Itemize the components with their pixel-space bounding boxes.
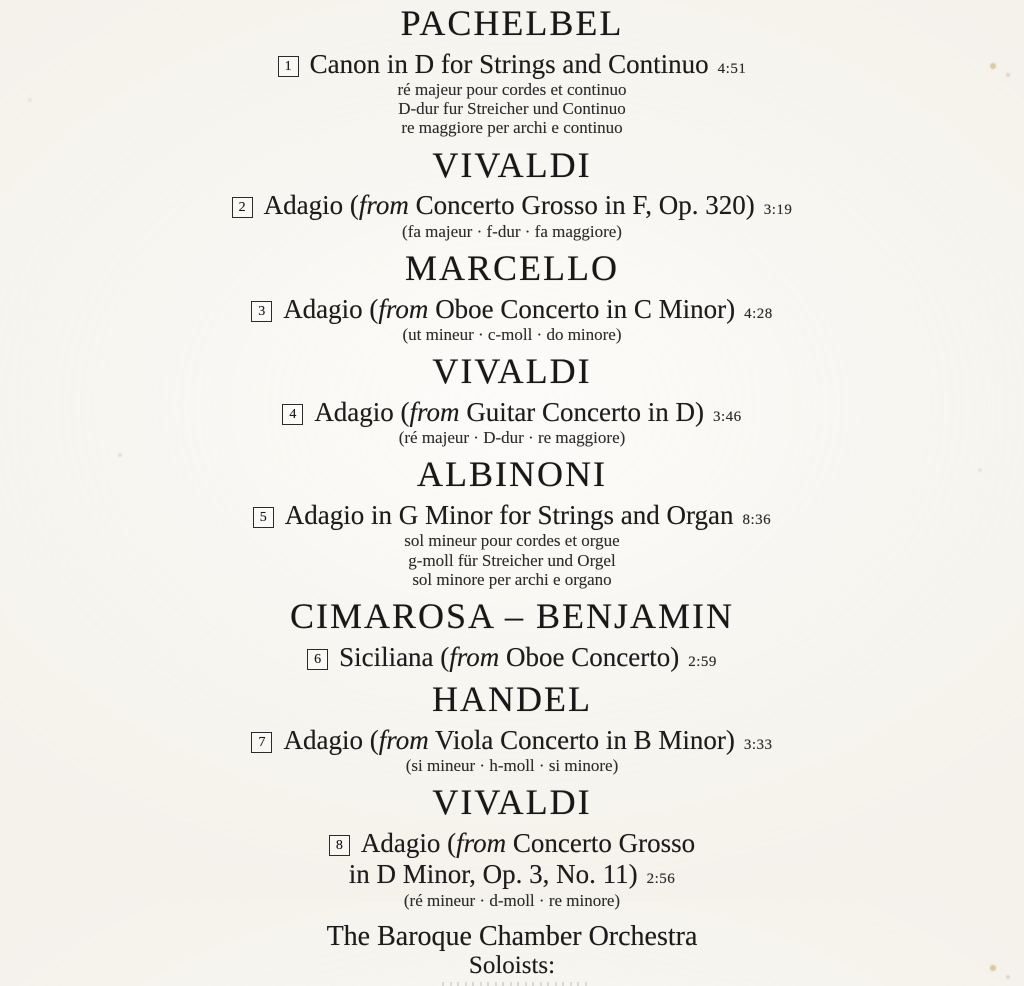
track-number-box: 7 — [251, 732, 272, 753]
composer-section — [0, 144, 1024, 241]
track-number-box: 8 — [329, 835, 350, 856]
title-translation: sol minore per archi e organo — [412, 569, 612, 589]
composer-heading: HANDEL — [432, 679, 592, 720]
composer-section — [0, 784, 1024, 909]
orchestra-name: The Baroque Chamber Orchestra — [326, 920, 698, 952]
track-entry — [0, 642, 1024, 672]
track-duration: 3:19 — [763, 202, 793, 219]
composer-heading: VIVALDI — [432, 782, 592, 823]
track-number-box: 2 — [232, 197, 253, 218]
track-title-line — [0, 828, 1024, 858]
track-title-text: from — [409, 396, 460, 427]
title-translation: D-dur fur Streicher und Continuo — [398, 99, 626, 119]
track-title-text: Adagio ( — [360, 828, 457, 859]
track-entry — [0, 725, 1024, 775]
track-title-text: Concerto Grosso in F, Op. 320) — [408, 190, 755, 221]
track-title-line — [0, 500, 1024, 530]
track-title-text: from — [378, 293, 429, 324]
track-title-text: Guitar Concerto in D) — [459, 396, 704, 427]
composer-heading: ALBINONI — [417, 454, 607, 495]
title-translation: (ré mineur · d-moll · re minore) — [403, 890, 621, 910]
title-translation: (ré majeur · D-dur · re maggiore) — [398, 428, 626, 448]
track-number-box: 4 — [282, 404, 303, 425]
track-duration: 2:59 — [688, 653, 717, 670]
track-number-box: 5 — [253, 507, 274, 528]
track-title-text: Adagio ( — [283, 293, 379, 324]
title-translation: g-moll für Streicher und Orgel — [408, 550, 616, 570]
composer-section — [0, 456, 1024, 589]
track-title-text: Oboe Concerto) — [499, 641, 680, 672]
title-translation: (si mineur · h-moll · si minore) — [405, 756, 619, 776]
track-title-text: Adagio ( — [263, 190, 359, 221]
composer-heading: CIMAROSA – BENJAMIN — [289, 595, 735, 636]
track-title-line — [0, 859, 1024, 889]
track-title-text: in D Minor, Op. 3, No. 11) — [348, 859, 638, 890]
track-duration: 4:28 — [744, 305, 773, 322]
cut-off-text-sliver — [437, 982, 587, 986]
track-title-text: from — [378, 724, 429, 755]
track-title-text: Canon in D for Strings and Continuo — [309, 48, 709, 79]
track-duration: 2:56 — [646, 871, 676, 888]
track-duration: 8:36 — [742, 512, 772, 529]
track-title-text: Siciliana ( — [339, 641, 450, 672]
composer-heading: PACHELBEL — [400, 3, 624, 43]
title-translation: (fa majeur · f-dur · fa maggiore) — [402, 221, 622, 241]
track-entry — [0, 190, 1024, 240]
track-title-text: Adagio ( — [314, 396, 410, 427]
composer-heading: VIVALDI — [432, 144, 592, 185]
track-title-text: Concerto Grosso — [506, 828, 696, 859]
track-title-line — [0, 190, 1024, 220]
track-title-text: Viola Concerto in B Minor) — [428, 724, 735, 755]
title-translation: sol mineur pour cordes et orgue — [404, 531, 620, 551]
composer-heading: MARCELLO — [405, 247, 619, 288]
composer-section — [0, 247, 1024, 344]
tracklist — [0, 5, 1024, 910]
track-title-line — [0, 397, 1024, 427]
track-entry — [0, 500, 1024, 589]
track-title-line — [0, 725, 1024, 755]
track-title-line — [0, 49, 1024, 79]
track-title-text: from — [358, 190, 409, 221]
track-duration: 4:51 — [717, 60, 747, 77]
track-title-text: from — [456, 828, 507, 859]
track-title-text: Adagio ( — [283, 724, 379, 755]
track-title-line — [0, 294, 1024, 324]
track-title-text: Oboe Concerto in C Minor) — [428, 293, 736, 324]
track-number-box: 6 — [307, 649, 328, 670]
performers-footer — [0, 922, 1024, 986]
track-entry — [0, 828, 1024, 910]
title-translation: (ut mineur · c-moll · do minore) — [402, 324, 622, 344]
composer-section — [0, 353, 1024, 447]
track-entry — [0, 294, 1024, 344]
composer-section — [0, 5, 1024, 138]
track-entry — [0, 49, 1024, 138]
soloists-label: Soloists: — [468, 951, 556, 979]
track-duration: 3:33 — [743, 736, 773, 753]
track-number-box: 3 — [251, 301, 272, 322]
composer-section — [0, 681, 1024, 775]
composer-heading: VIVALDI — [432, 351, 592, 392]
track-title-line — [0, 642, 1024, 672]
track-title-text: Adagio in G Minor for Strings and Organ — [284, 500, 734, 531]
title-translation: re maggiore per archi e continuo — [401, 118, 623, 138]
track-number-box: 1 — [278, 56, 299, 77]
title-translation: ré majeur pour cordes et continuo — [397, 80, 627, 100]
track-title-text: from — [449, 641, 500, 672]
track-entry — [0, 397, 1024, 447]
track-duration: 3:46 — [713, 408, 742, 425]
composer-section — [0, 595, 1024, 672]
